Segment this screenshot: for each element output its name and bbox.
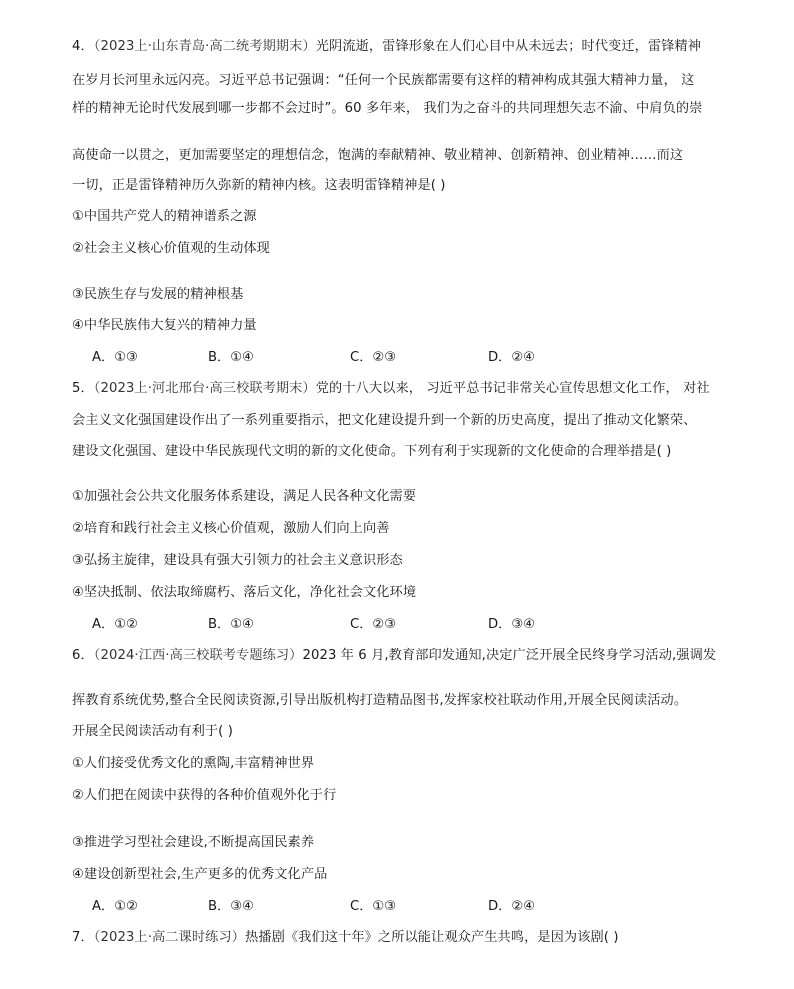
question-number: 4． bbox=[72, 39, 94, 54]
question-stem-line: 样的精神无论时代发展到哪一步都不会过时”。60 多年来， 我们为之奋斗的共同理想矢志不渝、中肩负的崇 bbox=[72, 101, 703, 116]
question-stem-line: 会主义文化强国建设作出了一系列重要指示，把文化建设提升到一个新的历史高度，提出了推动文化繁荣、 bbox=[72, 413, 697, 428]
option-c[interactable]: C．②③ bbox=[350, 617, 397, 632]
option-d[interactable]: D．③④ bbox=[488, 617, 535, 632]
question-stem-line: 6．（2024·江西·高三校联考专题练习）2023 年 6 月,教育部印发通知,决定广泛开展全民终身学习活动,强调发 bbox=[72, 648, 717, 663]
question-source: （2023上·山东青岛·高二统考期期末） bbox=[93, 39, 316, 54]
option-c[interactable]: C．②③ bbox=[350, 350, 397, 365]
option-c[interactable]: C．①③ bbox=[350, 899, 397, 914]
choice-statement: ④建设创新型社会,生产更多的优秀文化产品 bbox=[72, 867, 328, 882]
question-stem-line: 4．（2023上·山东青岛·高二统考期期末）光阴流逝，雷锋形象在人们心目中从未远去；时代变迁，雷锋精神 bbox=[72, 39, 702, 54]
option-b[interactable]: B．③④ bbox=[208, 899, 254, 914]
choice-statement: ②培育和践行社会主义核心价值观，激励人们向上向善 bbox=[72, 521, 390, 536]
question-stem-line: 7．（2023上·高二课时练习）热播剧《我们这十年》之所以能让观众产生共鸣，是因为该剧( ) bbox=[72, 930, 619, 945]
choice-statement: ①人们接受优秀文化的熏陶,丰富精神世界 bbox=[72, 756, 315, 771]
question-stem-line: 开展全民阅读活动有利于( ) bbox=[72, 724, 233, 739]
option-b[interactable]: B．①④ bbox=[208, 617, 254, 632]
question-number: 6． bbox=[72, 648, 94, 663]
question-number: 7． bbox=[72, 930, 94, 945]
question-source: （2024·江西·高三校联考专题练习） bbox=[93, 648, 303, 663]
choice-statement: ③推进学习型社会建设,不断提高国民素养 bbox=[72, 835, 315, 850]
question-source: （2023上·河北邢台·高三校联考期末） bbox=[93, 381, 316, 396]
question-stem-line: 5．（2023上·河北邢台·高三校联考期末）党的十八大以来， 习近平总书记非常关心宣传思想文化工作， 对社 bbox=[72, 381, 710, 396]
option-d[interactable]: D．②④ bbox=[488, 350, 535, 365]
choice-statement: ③民族生存与发展的精神根基 bbox=[72, 287, 244, 302]
choice-statement: ①加强社会公共文化服务体系建设，满足人民各种文化需要 bbox=[72, 489, 417, 504]
option-a[interactable]: A．①③ bbox=[92, 350, 138, 365]
question-stem-line: 高使命一以贯之，更加需要坚定的理想信念，饱满的奉献精神、敬业精神、创新精神、创业精神……而这 bbox=[72, 148, 684, 163]
choice-statement: ②社会主义核心价值观的生动体现 bbox=[72, 241, 270, 256]
option-a[interactable]: A．①② bbox=[92, 617, 138, 632]
choice-statement: ②人们把在阅读中获得的各种价值观外化于行 bbox=[72, 788, 337, 803]
choice-statement: ④中华民族伟大复兴的精神力量 bbox=[72, 318, 257, 333]
choice-statement: ①中国共产党人的精神谱系之源 bbox=[72, 209, 257, 224]
option-a[interactable]: A．①② bbox=[92, 899, 138, 914]
question-number: 5． bbox=[72, 381, 94, 396]
choice-statement: ③弘扬主旋律，建设具有强大引领力的社会主义意识形态 bbox=[72, 553, 403, 568]
question-stem-line: 建设文化强国、建设中华民族现代文明的新的文化使命。下列有利于实现新的文化使命的合理举措是( ) bbox=[72, 444, 672, 459]
question-stem-line: 在岁月长河里永远闪亮。习近平总书记强调：“任何一个民族都需要有这样的精神构成其强大精神力量， 这 bbox=[72, 73, 695, 88]
option-d[interactable]: D．②④ bbox=[488, 899, 535, 914]
question-stem-line: 挥教育系统优势,整合全民阅读资源,引导出版机构打造精品图书,发挥家校社联动作用,开展全民阅读活动。 bbox=[72, 693, 688, 708]
choice-statement: ④坚决抵制、依法取缔腐朽、落后文化，净化社会文化环境 bbox=[72, 585, 417, 600]
question-stem-line: 一切，正是雷锋精神历久弥新的精神内核。这表明雷锋精神是( ) bbox=[72, 178, 446, 193]
option-b[interactable]: B．①④ bbox=[208, 350, 254, 365]
question-source: （2023上·高二课时练习） bbox=[93, 930, 246, 945]
